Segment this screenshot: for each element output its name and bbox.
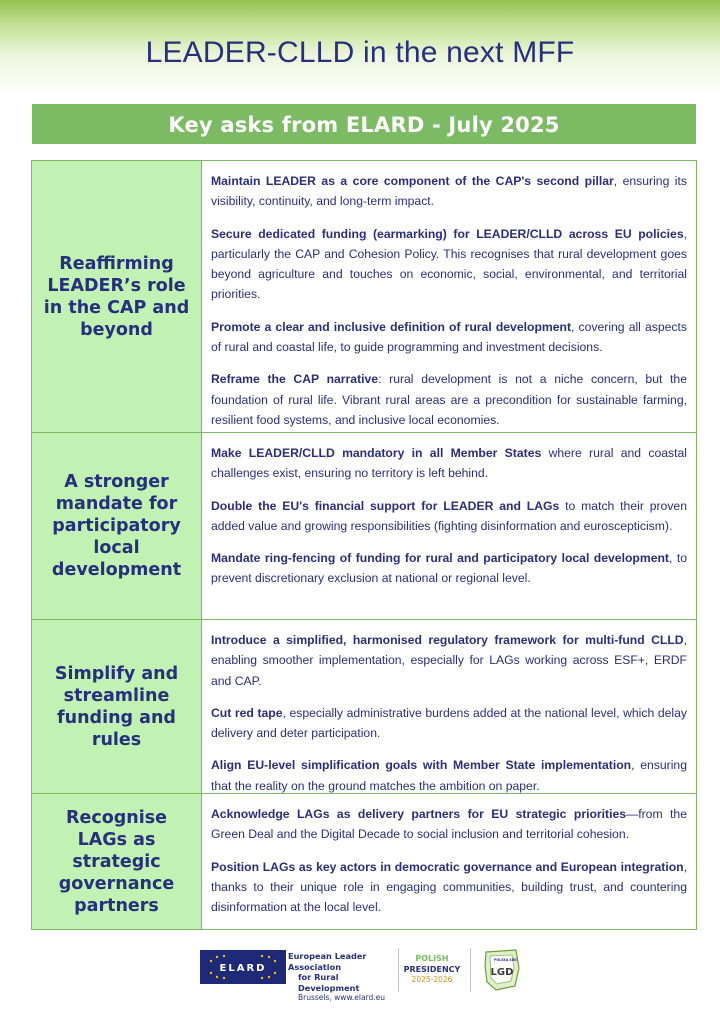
list-item: Make LEADER/CLLD mandatory in all Member States where rural and coastal challenges exist, ensuring no territory is left behind. xyxy=(211,446,687,481)
row-heading: A stronger mandate for participatory local development xyxy=(51,472,182,580)
list-item: Acknowledge LAGs as delivery partners for EU strategic priorities—from the Green Deal and the Digital Decade to social inclusion and territorial cohesion. xyxy=(211,807,687,842)
list-item: Cut red tape, especially administrative burdens added at the national level, which delay delivery and deter participation. xyxy=(211,705,687,741)
table-row xyxy=(32,793,696,929)
row-content-cell xyxy=(202,794,696,929)
row-heading-cell xyxy=(32,620,202,793)
list-item: Reframe the CAP narrative: rural development is not a niche concern, but the foundation of rural life. Vibrant rural areas are a precondition for sustainable farming, resilient food systems, and inclusive local economies. xyxy=(211,372,687,427)
polish-presidency-logo: POLISH PRESIDENCY 2025-2026 xyxy=(403,954,461,984)
row-heading-cell xyxy=(32,161,202,432)
table-row xyxy=(32,432,696,619)
row-heading: Simplify and streamline funding and rules xyxy=(54,663,179,750)
list-item: Position LAGs as key actors in democratic governance and European integration, thanks to their unique role in engaging communities, building trust, and countering disinformation at the local level. xyxy=(211,859,687,915)
footer-divider xyxy=(398,948,399,992)
footer-logos xyxy=(0,944,720,1004)
list-item: Mandate ring-fencing of funding for rural and participatory local development, to prevent discretionary exclusion at national or regional level. xyxy=(211,551,688,586)
section-banner: Key asks from ELARD - July 2025 xyxy=(32,104,696,144)
list-item: Double the EU's financial support for LEADER and LAGs to match their proven added value and growing responsibilities (fighting disinformation and euroscepticism). xyxy=(211,498,687,533)
row-heading: Reaffirming LEADER’s role in the CAP and beyond xyxy=(43,253,190,340)
row-content-cell xyxy=(202,620,696,793)
table-row xyxy=(32,161,696,432)
row-heading-cell xyxy=(32,794,202,929)
footer-divider xyxy=(470,948,471,992)
list-item: Promote a clear and inclusive definition of rural development, covering all aspects of rural and coastal life, to guide programming and investment decisions. xyxy=(211,319,687,355)
elard-logo-text: ELARD xyxy=(219,963,267,974)
page-title: LEADER-CLLD in the next MFF xyxy=(145,36,575,69)
lgd-text: LGD xyxy=(490,967,514,978)
row-heading-cell xyxy=(32,433,202,619)
list-item: Maintain LEADER as a core component of the CAP's second pillar, ensuring its visibility, continuity, and long-term impact. xyxy=(211,174,687,209)
key-asks-table xyxy=(31,160,697,930)
elard-name: European Leader Association for Rural Development Brussels, www.elard.eu xyxy=(288,951,386,1002)
list-item: Secure dedicated funding (earmarking) for LEADER/CLLD across EU policies, particularly the CAP and Cohesion Policy. This recognises that rural development goes beyond agriculture and touches on economic, social, environmental, and territorial priorities. xyxy=(211,226,687,302)
elard-logo xyxy=(200,950,286,984)
row-content-cell xyxy=(202,161,696,432)
table-row xyxy=(32,619,696,793)
row-content-cell xyxy=(202,433,696,619)
lgd-small-text: POLSKA SIEĆ xyxy=(494,958,518,962)
lgd-logo xyxy=(482,948,522,992)
list-item: Align EU-level simplification goals with Member State implementation, ensuring that the reality on the ground matches the ambition on paper. xyxy=(211,758,687,793)
row-heading: Recognise LAGs as strategic governance partners xyxy=(58,807,175,916)
list-item: Introduce a simplified, harmonised regulatory framework for multi-fund CLLD, enabling smoother implementation, especially for LAGs working across ESF+, ERDF and CAP. xyxy=(211,633,687,688)
